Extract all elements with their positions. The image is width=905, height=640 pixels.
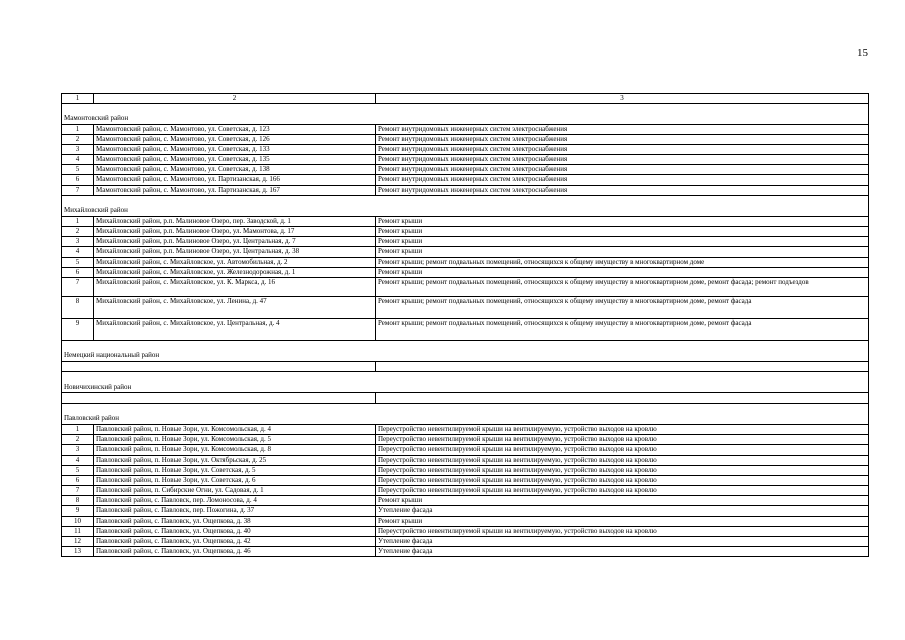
row-number: 2 <box>62 227 94 237</box>
table-row <box>62 506 869 516</box>
work-type-cell: Ремонт внутридомовых инженерных систем электроснабжения <box>376 144 869 154</box>
row-number: 3 <box>62 237 94 247</box>
table-row <box>62 296 869 318</box>
row-number: 9 <box>62 506 94 516</box>
district-row <box>62 113 869 124</box>
row-number: 4 <box>62 455 94 465</box>
row-number: 8 <box>62 496 94 506</box>
address-cell: Михайловский район, с. Михайловское, ул. Центральная, д. 4 <box>94 318 376 340</box>
row-number: 1 <box>62 216 94 226</box>
spacer-row <box>62 195 869 205</box>
table-row <box>62 227 869 237</box>
row-number: 6 <box>62 475 94 485</box>
table-row <box>62 547 869 557</box>
column-number-header <box>62 94 869 104</box>
address-cell: Михайловский район, р.п. Малиновое Озеро, ул. Центральная, д. 38 <box>94 247 376 257</box>
table-row <box>62 465 869 475</box>
work-type-cell: Ремонт внутридомовых инженерных систем электроснабжения <box>376 124 869 134</box>
table-row <box>62 247 869 257</box>
header-col-3: 3 <box>376 94 869 104</box>
work-type-cell: Ремонт крыши <box>376 237 869 247</box>
district-name: Михайловский район <box>62 205 869 216</box>
table-row <box>62 237 869 247</box>
table-row <box>62 318 869 340</box>
spacer-cell <box>62 195 869 205</box>
address-cell: Михайловский район, р.п. Малиновое Озеро, ул. Центральная, д. 7 <box>94 237 376 247</box>
address-cell: Павловский район, п. Новые Зори, ул. Октябрьская, д. 25 <box>94 455 376 465</box>
register-body <box>62 94 869 557</box>
row-number: 8 <box>62 296 94 318</box>
work-type-cell: Переустройство невентилируемой крыши на вентилируемую, устройство выходов на кровлю <box>376 445 869 455</box>
page-number: 15 <box>857 47 868 59</box>
work-type-cell: Ремонт крыши <box>376 516 869 526</box>
work-type-cell: Утепление фасада <box>376 547 869 557</box>
work-type-cell: Ремонт крыши <box>376 496 869 506</box>
work-type-cell: Ремонт внутридомовых инженерных систем электроснабжения <box>376 175 869 185</box>
address-cell: Мамонтовский район, с. Мамонтово, ул. Советская, д. 133 <box>94 144 376 154</box>
header-col-1: 1 <box>62 94 94 104</box>
table-row <box>62 257 869 267</box>
spacer-cell <box>62 403 869 413</box>
address-cell: Мамонтовский район, с. Мамонтово, ул. Советская, д. 126 <box>94 134 376 144</box>
work-type-cell: Переустройство невентилируемой крыши на вентилируемую, устройство выходов на кровлю <box>376 455 869 465</box>
district-row <box>62 413 869 424</box>
row-number: 1 <box>62 424 94 434</box>
work-type-cell: Переустройство невентилируемой крыши на вентилируемую, устройство выходов на кровлю <box>376 435 869 445</box>
table-row <box>62 516 869 526</box>
table-row <box>62 496 869 506</box>
address-cell: Мамонтовский район, с. Мамонтово, ул. Советская, д. 123 <box>94 124 376 134</box>
work-type-cell: Ремонт крыши; ремонт подвальных помещений, относящихся к общему имуществу в многоквартирном доме, ремонт фасада; ремонт подъездов <box>376 277 869 296</box>
address-cell: Павловский район, с. Павловск, ул. Ощепкова, д. 42 <box>94 537 376 547</box>
empty-cell <box>62 393 376 404</box>
work-type-cell: Ремонт крыши <box>376 247 869 257</box>
header-col-2: 2 <box>94 94 376 104</box>
address-cell: Павловский район, п. Новые Зори, ул. Советская, д. 5 <box>94 465 376 475</box>
work-type-cell: Переустройство невентилируемой крыши на вентилируемую, устройство выходов на кровлю <box>376 486 869 496</box>
address-cell: Павловский район, п. Новые Зори, ул. Комсомольская, д. 8 <box>94 445 376 455</box>
row-number: 10 <box>62 516 94 526</box>
work-type-cell: Ремонт крыши; ремонт подвальных помещений, относящихся к общему имуществу в многоквартирном доме, ремонт фасада <box>376 318 869 340</box>
table-row <box>62 216 869 226</box>
empty-cell <box>376 361 869 372</box>
address-cell: Михайловский район, с. Михайловское, ул. К. Маркса, д. 16 <box>94 277 376 296</box>
work-type-cell: Ремонт крыши; ремонт подвальных помещений, относящихся к общему имуществу в многоквартирном доме, ремонт фасада <box>376 296 869 318</box>
table-row <box>62 455 869 465</box>
table-row <box>62 537 869 547</box>
table-row <box>62 185 869 195</box>
row-number: 6 <box>62 267 94 277</box>
work-type-cell: Переустройство невентилируемой крыши на вентилируемую, устройство выходов на кровлю <box>376 424 869 434</box>
spacer-cell <box>62 340 869 350</box>
empty-cell <box>62 361 376 372</box>
address-cell: Михайловский район, р.п. Малиновое Озеро, пер. Заводской, д. 1 <box>94 216 376 226</box>
address-cell: Павловский район, п. Новые Зори, ул. Комсомольская, д. 4 <box>94 424 376 434</box>
table-row <box>62 277 869 296</box>
spacer-row <box>62 372 869 382</box>
district-row <box>62 382 869 393</box>
row-number: 5 <box>62 465 94 475</box>
district-name: Новичихинский район <box>62 382 869 393</box>
work-type-cell: Ремонт внутридомовых инженерных систем электроснабжения <box>376 134 869 144</box>
address-cell: Павловский район, с. Павловск, ул. Ощепкова, д. 46 <box>94 547 376 557</box>
address-cell: Мамонтовский район, с. Мамонтово, ул. Партизанская, д. 166 <box>94 175 376 185</box>
row-number: 3 <box>62 445 94 455</box>
table-row <box>62 155 869 165</box>
work-type-cell: Ремонт внутридомовых инженерных систем электроснабжения <box>376 155 869 165</box>
empty-row <box>62 393 869 404</box>
table-row <box>62 424 869 434</box>
row-number: 5 <box>62 165 94 175</box>
work-type-cell: Утепление фасада <box>376 506 869 516</box>
address-cell: Павловский район, п. Новые Зори, ул. Комсомольская, д. 5 <box>94 435 376 445</box>
row-number: 2 <box>62 134 94 144</box>
row-number: 11 <box>62 526 94 536</box>
row-number: 1 <box>62 124 94 134</box>
work-type-cell: Утепление фасада <box>376 537 869 547</box>
address-cell: Михайловский район, с. Михайловское, ул. Железнодорожная, д. 1 <box>94 267 376 277</box>
work-type-cell: Ремонт крыши; ремонт подвальных помещений, относящихся к общему имуществу в многоквартирном доме <box>376 257 869 267</box>
address-cell: Мамонтовский район, с. Мамонтово, ул. Советская, д. 135 <box>94 155 376 165</box>
address-cell: Павловский район, с. Павловск, пер. Пожогина, д. 37 <box>94 506 376 516</box>
row-number: 13 <box>62 547 94 557</box>
work-type-cell: Ремонт внутридомовых инженерных систем электроснабжения <box>376 165 869 175</box>
row-number: 6 <box>62 175 94 185</box>
work-type-cell: Переустройство невентилируемой крыши на вентилируемую, устройство выходов на кровлю <box>376 475 869 485</box>
table-row <box>62 526 869 536</box>
table-row <box>62 175 869 185</box>
row-number: 4 <box>62 155 94 165</box>
row-number: 7 <box>62 277 94 296</box>
address-cell: Павловский район, с. Павловск, ул. Ощепкова, д. 38 <box>94 516 376 526</box>
spacer-cell <box>62 372 869 382</box>
address-cell: Мамонтовский район, с. Мамонтово, ул. Партизанская, д. 167 <box>94 185 376 195</box>
table-row <box>62 486 869 496</box>
row-number: 12 <box>62 537 94 547</box>
district-name: Павловский район <box>62 413 869 424</box>
work-type-cell: Переустройство невентилируемой крыши на вентилируемую, устройство выходов на кровлю <box>376 526 869 536</box>
table-row <box>62 435 869 445</box>
table-row <box>62 475 869 485</box>
address-cell: Павловский район, п. Сибирские Огни, ул. Садовая, д. 1 <box>94 486 376 496</box>
work-type-cell: Ремонт крыши <box>376 267 869 277</box>
spacer-cell <box>62 103 869 113</box>
empty-cell <box>376 393 869 404</box>
work-type-cell: Переустройство невентилируемой крыши на вентилируемую, устройство выходов на кровлю <box>376 465 869 475</box>
table-row <box>62 134 869 144</box>
work-type-cell: Ремонт крыши <box>376 216 869 226</box>
spacer-row <box>62 103 869 113</box>
table-row <box>62 165 869 175</box>
row-number: 7 <box>62 185 94 195</box>
row-number: 2 <box>62 435 94 445</box>
address-cell: Мамонтовский район, с. Мамонтово, ул. Советская, д. 138 <box>94 165 376 175</box>
table-row <box>62 267 869 277</box>
table-row <box>62 144 869 154</box>
address-cell: Михайловский район, с. Михайловское, ул. Автомобильная, д. 2 <box>94 257 376 267</box>
table-row <box>62 124 869 134</box>
spacer-row <box>62 340 869 350</box>
district-row <box>62 205 869 216</box>
work-type-cell: Ремонт внутридомовых инженерных систем электроснабжения <box>376 185 869 195</box>
address-cell: Михайловский район, с. Михайловское, ул. Ленина, д. 47 <box>94 296 376 318</box>
work-type-cell: Ремонт крыши <box>376 227 869 237</box>
address-cell: Павловский район, с. Павловск, ул. Ощепкова, д. 40 <box>94 526 376 536</box>
address-cell: Михайловский район, р.п. Малиновое Озеро, ул. Мамонтова, д. 17 <box>94 227 376 237</box>
address-cell: Павловский район, с. Павловск, пер. Ломоносова, д. 4 <box>94 496 376 506</box>
address-cell: Павловский район, п. Новые Зори, ул. Советская, д. 6 <box>94 475 376 485</box>
row-number: 9 <box>62 318 94 340</box>
row-number: 7 <box>62 486 94 496</box>
district-name: Немецкий национальный район <box>62 350 869 361</box>
district-row <box>62 350 869 361</box>
row-number: 5 <box>62 257 94 267</box>
row-number: 4 <box>62 247 94 257</box>
table-row <box>62 445 869 455</box>
spacer-row <box>62 403 869 413</box>
district-name: Мамонтовский район <box>62 113 869 124</box>
row-number: 3 <box>62 144 94 154</box>
repair-register-table <box>61 93 869 557</box>
empty-row <box>62 361 869 372</box>
